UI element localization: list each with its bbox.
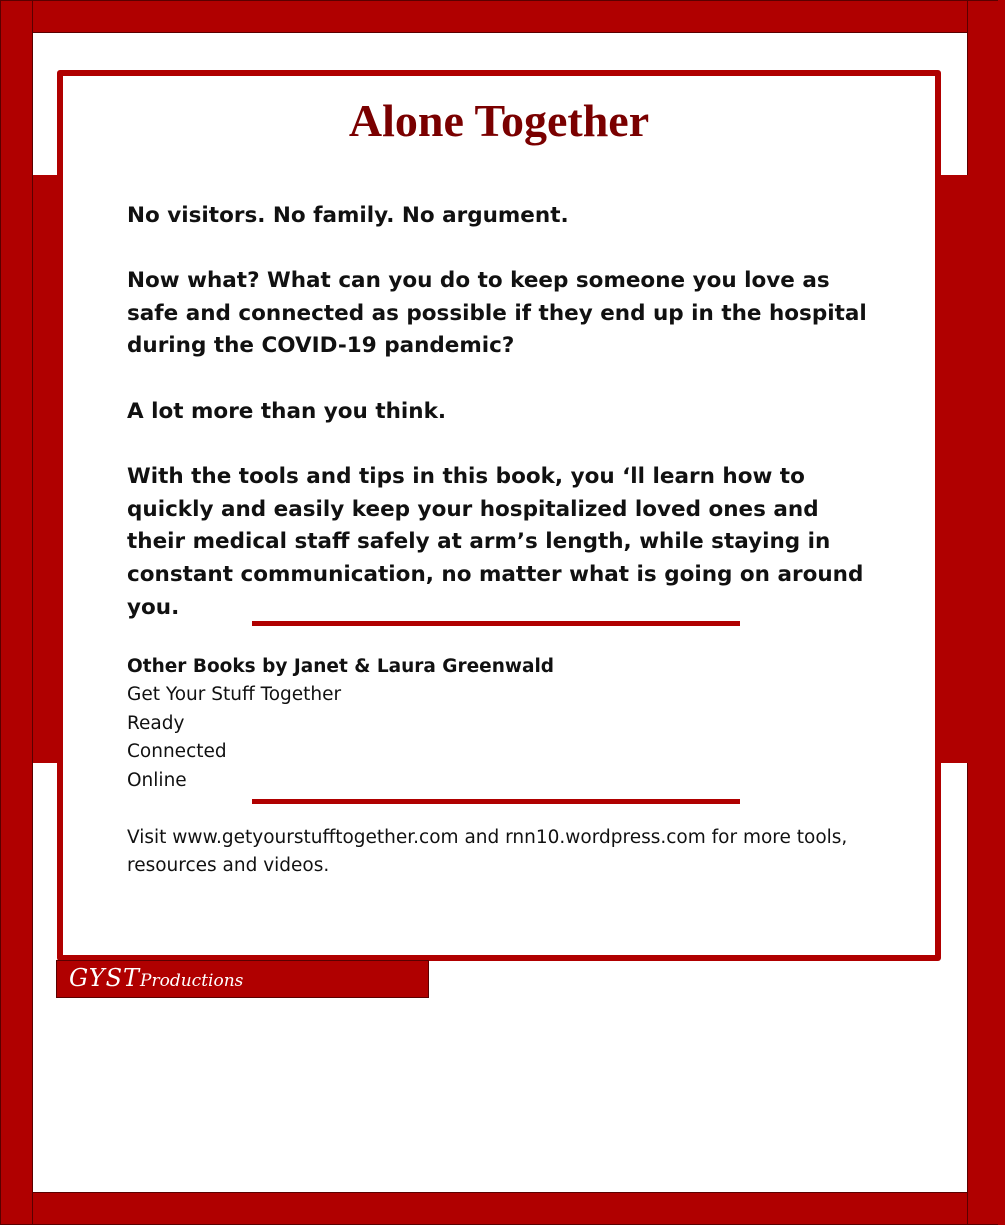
frame-top-band [0, 0, 980, 33]
back-cover-panel [57, 70, 941, 961]
frame-right-band [967, 0, 1000, 1225]
publisher-word: Productions [140, 971, 244, 991]
book-title: Alone Together [348, 95, 650, 146]
book-list-item: Get Your Stuff Together [127, 684, 342, 706]
other-books-heading: Other Books by Janet & Laura Greenwald [127, 656, 555, 677]
book-list-item: Ready [127, 712, 185, 734]
book-list-item: Connected [127, 741, 227, 763]
publisher-logo-bar [56, 960, 429, 998]
frame-left-band [0, 0, 33, 1225]
side-accent-left [33, 175, 59, 763]
blurb-paragraph: No visitors. No family. No argument. [127, 203, 569, 228]
frame-outer-edge [998, 0, 1005, 1225]
blurb-paragraph: Now what? What can you do to keep someone you love as safe and connected as possible if they end up in the hospital during the COVID-19 pandemic? [127, 268, 867, 359]
blurb-paragraph: A lot more than you think. [127, 399, 447, 424]
side-accent-right [940, 175, 968, 763]
other-books-list [127, 653, 554, 795]
frame-bottom-band [0, 1192, 980, 1225]
publisher-initials: GYST [69, 964, 141, 992]
blurb-paragraph: With the tools and tips in this book, you ‘ll learn how to quickly and easily keep your hospitalized loved ones and their medical staff safely at arm’s length, while staying in constant communication, no matter what is going on around you. [127, 464, 864, 620]
divider-line [252, 621, 740, 626]
divider-line [252, 799, 740, 804]
book-list-item: Online [127, 769, 187, 791]
visit-websites-text: Visit www.getyourstufftogether.com and rnn10.wordpress.com for more tools, resources and videos. [127, 827, 848, 877]
